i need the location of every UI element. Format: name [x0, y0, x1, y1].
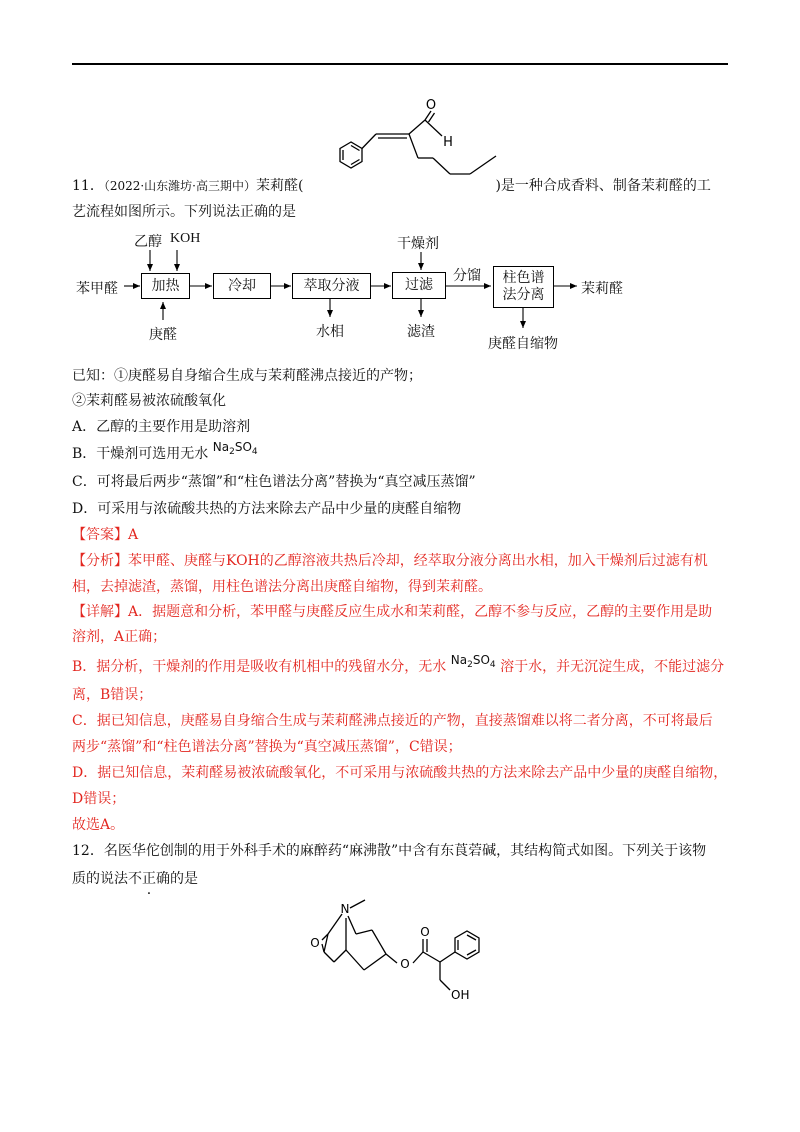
q11-option-a: A．乙醇的主要作用是助溶剂 [72, 419, 251, 435]
flow-filter-label: 过滤 [405, 277, 433, 293]
q11-detail-line8: D错误； [72, 791, 126, 807]
q11-answer: 【答案】A [72, 527, 139, 543]
q11-detail-line1: 【详解】A．据题意和分析，苯甲醛与庚醛反应生成水和茉莉醛，乙醇不参与反应，乙醇的主要作用是助 [72, 604, 713, 620]
formula-so: SO [234, 440, 252, 454]
flow-residue: 滤渣 [407, 324, 435, 340]
q11-number: 11． [72, 178, 104, 194]
q11-detail-line3 [72, 653, 725, 682]
q11-source: （2022·山东潍坊·高三期中） [103, 179, 256, 193]
scopolamine-structure [300, 890, 510, 1012]
q11-detail-line3-post: 溶于水，并无沉淀生成，不能过滤分 [500, 659, 725, 675]
atom-o-label: O [425, 98, 437, 113]
formula-sub-2: 2 [229, 447, 235, 457]
flow-column-line1: 柱色谱 [502, 270, 545, 286]
q11-analysis-line2: 相，去掉滤渣，蒸馏，用柱色谱法分离出庚醛自缩物，得到茉莉醛。 [72, 579, 492, 595]
flow-water-phase: 水相 [316, 324, 344, 340]
q11-stem-c: 艺流程如图所示。下列说法正确的是 [72, 204, 296, 220]
flow-heptanal: 庚醛 [149, 327, 177, 343]
flow-byproduct: 庚醛自缩物 [488, 336, 558, 352]
q11-detail-line5: C．据已知信息，庚醛易自身缩合生成与茉莉醛沸点接近的产物，直接蒸馏难以将二者分离，不可将最后 [72, 713, 713, 729]
flow-heat-label: 加热 [151, 277, 180, 294]
flow-box-cool [213, 273, 271, 299]
flow-box-extract [292, 273, 371, 299]
scopolamine-o-carbonyl-label: O [420, 925, 430, 939]
q11-detail-line3-pre: B．据分析，干燥剂的作用是吸收有机相中的残留水分，无水 [72, 659, 447, 675]
q11-known1: 已知：①庚醛易自身缩合生成与茉莉醛沸点接近的产物； [72, 368, 422, 384]
q11-stem-a: 茉莉醛( [256, 178, 304, 194]
q12-stem-line2 [72, 869, 198, 889]
q11-detail-line2: 溶剂，A正确； [72, 629, 167, 645]
flow-ethanol: 乙醇 [134, 234, 162, 250]
flow-cool-label: 冷却 [228, 277, 256, 294]
q11-option-b [72, 440, 258, 469]
scopolamine-o-ring-label: O [310, 936, 320, 950]
flow-distill: 分馏 [453, 268, 481, 284]
q11-conclusion: 故选A。 [72, 817, 125, 833]
flow-start: 苯甲醛 [76, 281, 118, 297]
flow-product: 茉莉醛 [581, 281, 623, 297]
q12-emphasis-text: 不正确 [128, 871, 170, 887]
flow-box-heat [141, 273, 190, 299]
q12-stem-line2-pre: 质的说法 [72, 871, 128, 887]
q11-option-b-text: B．干燥剂可选用无水 [72, 446, 209, 462]
q12-emphasis-not-correct [128, 869, 170, 889]
q11-analysis-line1: 【分析】苯甲醛、庚醛与KOH的乙醇溶液共热后冷却，经萃取分液分离出水相，加入干燥剂后过滤有机 [72, 553, 708, 569]
q11-detail-line4: 离，B错误； [72, 687, 153, 703]
flow-box-filter [392, 272, 446, 299]
q12-stem-line2-post: 的是 [170, 871, 198, 887]
flow-arrows [0, 0, 800, 360]
scopolamine-oh-label: OH [451, 988, 470, 1002]
formula-sub-2-detail: 2 [467, 660, 473, 670]
q11-option-c: C．可将最后两步“蒸馏”和“柱色谱法分离”替换为“真空减压蒸馏” [72, 474, 476, 490]
q11-detail-line6: 两步“蒸馏”和“柱色谱法分离”替换为“真空减压蒸馏”，C错误； [72, 739, 462, 755]
q11-known2: ②茉莉醛易被浓硫酸氧化 [72, 393, 226, 409]
atom-h-label: H [443, 135, 453, 150]
q11-option-d: D．可采用与浓硫酸共热的方法来除去产品中少量的庚醛自缩物 [72, 501, 462, 517]
q11-detail-line7: D．据已知信息，茉莉醛易被浓硫酸氧化，不可采用与浓硫酸共热的方法来除去产品中少量的庚醛自缩物， [72, 765, 728, 781]
flow-koh: KOH [170, 231, 201, 246]
flow-box-column [493, 266, 554, 308]
scopolamine-o-ester-label: O [400, 957, 410, 971]
formula-na2so4-detail [450, 653, 496, 670]
q12-stem-line1: 12．名医华佗创制的用于外科手术的麻醉药“麻沸散”中含有东莨菪碱，其结构简式如图。下列关于该物 [72, 843, 707, 859]
formula-na2so4 [212, 440, 258, 457]
formula-so-detail: SO [472, 653, 490, 667]
flow-column-line2: 法分离 [502, 287, 545, 303]
formula-sub-4: 4 [251, 447, 258, 457]
scopolamine-n-label: N [340, 902, 350, 916]
formula-na: Na [212, 440, 230, 454]
flow-extract-label: 萃取分液 [303, 277, 360, 294]
formula-na-detail: Na [450, 653, 468, 667]
q11-stem-b: )是一种合成香料、制备茉莉醛的工 [495, 178, 711, 194]
flow-drying-agent: 干燥剂 [397, 236, 439, 252]
formula-sub-4-detail: 4 [489, 660, 496, 670]
